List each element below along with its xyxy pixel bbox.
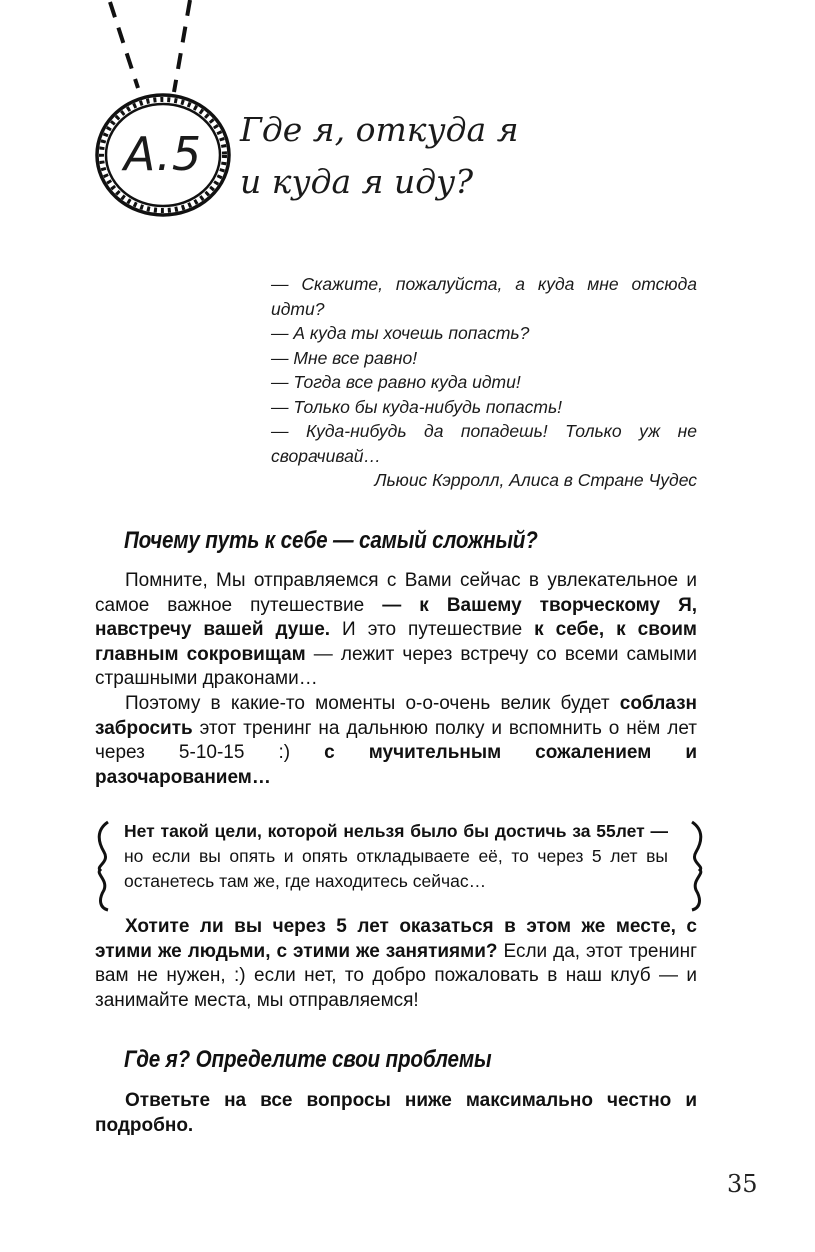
emphasis: — к Вашему творческому Я, навстречу вашей душе. — [95, 594, 698, 641]
epigraph-line: — А куда ты хочешь попасть? — [271, 323, 530, 343]
section-heading-where: Где я? Определите свои проблемы — [124, 1046, 492, 1073]
emphasis: с мучительным сожалением и разочарованием… — [95, 742, 698, 788]
right-string — [174, 0, 190, 92]
callout-quote — [124, 819, 668, 894]
epigraph — [271, 272, 697, 493]
text-run: Если да, этот тренинг вам не нужен, :) если нет, то добро пожаловать в наш клуб — и занимайте места, мы отправляемся! — [95, 940, 697, 1011]
text-run: Поэтому в какие-то моменты о-о-очень велик будет — [125, 692, 620, 714]
paragraph-journey — [95, 569, 697, 692]
section-body-where — [95, 1089, 697, 1138]
section-body-question — [95, 915, 697, 1013]
text-run: Помните, Мы отправляемся с Вами сейчас в увлекательное и самое важное путешествие — [95, 570, 697, 616]
chapter-title-line-1: Где я, откуда я — [240, 110, 519, 149]
epigraph-line: — Скажите, пожалуйста, а куда мне отсюда идти? — [271, 274, 697, 319]
text-run: — лежит через встречу со всеми самыми страшными драконами… — [95, 643, 697, 690]
emphasis: соблазн забросить — [95, 692, 697, 739]
text-run: этот тренинг на дальнюю полку и вспомнить о нём лет через 5-10-15 :) — [95, 717, 697, 764]
epigraph-line: — Мне все равно! — [271, 347, 418, 368]
paragraph-question — [95, 915, 697, 1013]
paragraph-instruction — [95, 1089, 697, 1138]
callout-emphasis: Нет такой цели, которой нельзя было бы достичь за 55лет — — [124, 821, 668, 841]
chapter-title — [240, 104, 540, 208]
chapter-number: А.5 — [123, 127, 203, 181]
right-brace-icon — [692, 822, 701, 910]
emphasis: к себе, к своим главным сокровищам — [95, 619, 697, 665]
emphasis: Ответьте на все вопросы ниже максимально честно и подробно. — [95, 1090, 697, 1136]
callout-text: но если вы опять и опять откладываете её, то через 5 лет вы останетесь там же, где находитесь сейчас… — [124, 846, 668, 891]
section-heading-why: Почему путь к себе — самый сложный? — [124, 527, 538, 554]
emphasis: Хотите ли вы через 5 лет оказаться в этом же месте, с этими же людьми, с этими же занятиями? — [95, 916, 697, 962]
text-run: И это путешествие — [330, 619, 535, 641]
left-string — [110, 2, 138, 88]
epigraph-line: — Только бы куда-нибудь попасть! — [271, 396, 563, 417]
epigraph-line: — Тогда все равно куда идти! — [271, 372, 521, 392]
page-number: 35 — [727, 1170, 758, 1198]
section-body-why — [95, 569, 697, 790]
epigraph-author: Льюис Кэрролл, Алиса в Стране Чудес — [374, 470, 697, 490]
left-brace-icon — [99, 822, 108, 910]
paragraph-temptation — [95, 692, 697, 790]
chapter-title-line-2: и куда я иду? — [240, 162, 474, 201]
epigraph-line: — Куда-нибудь да попадешь! Только уж не сворачивай… — [271, 421, 697, 466]
